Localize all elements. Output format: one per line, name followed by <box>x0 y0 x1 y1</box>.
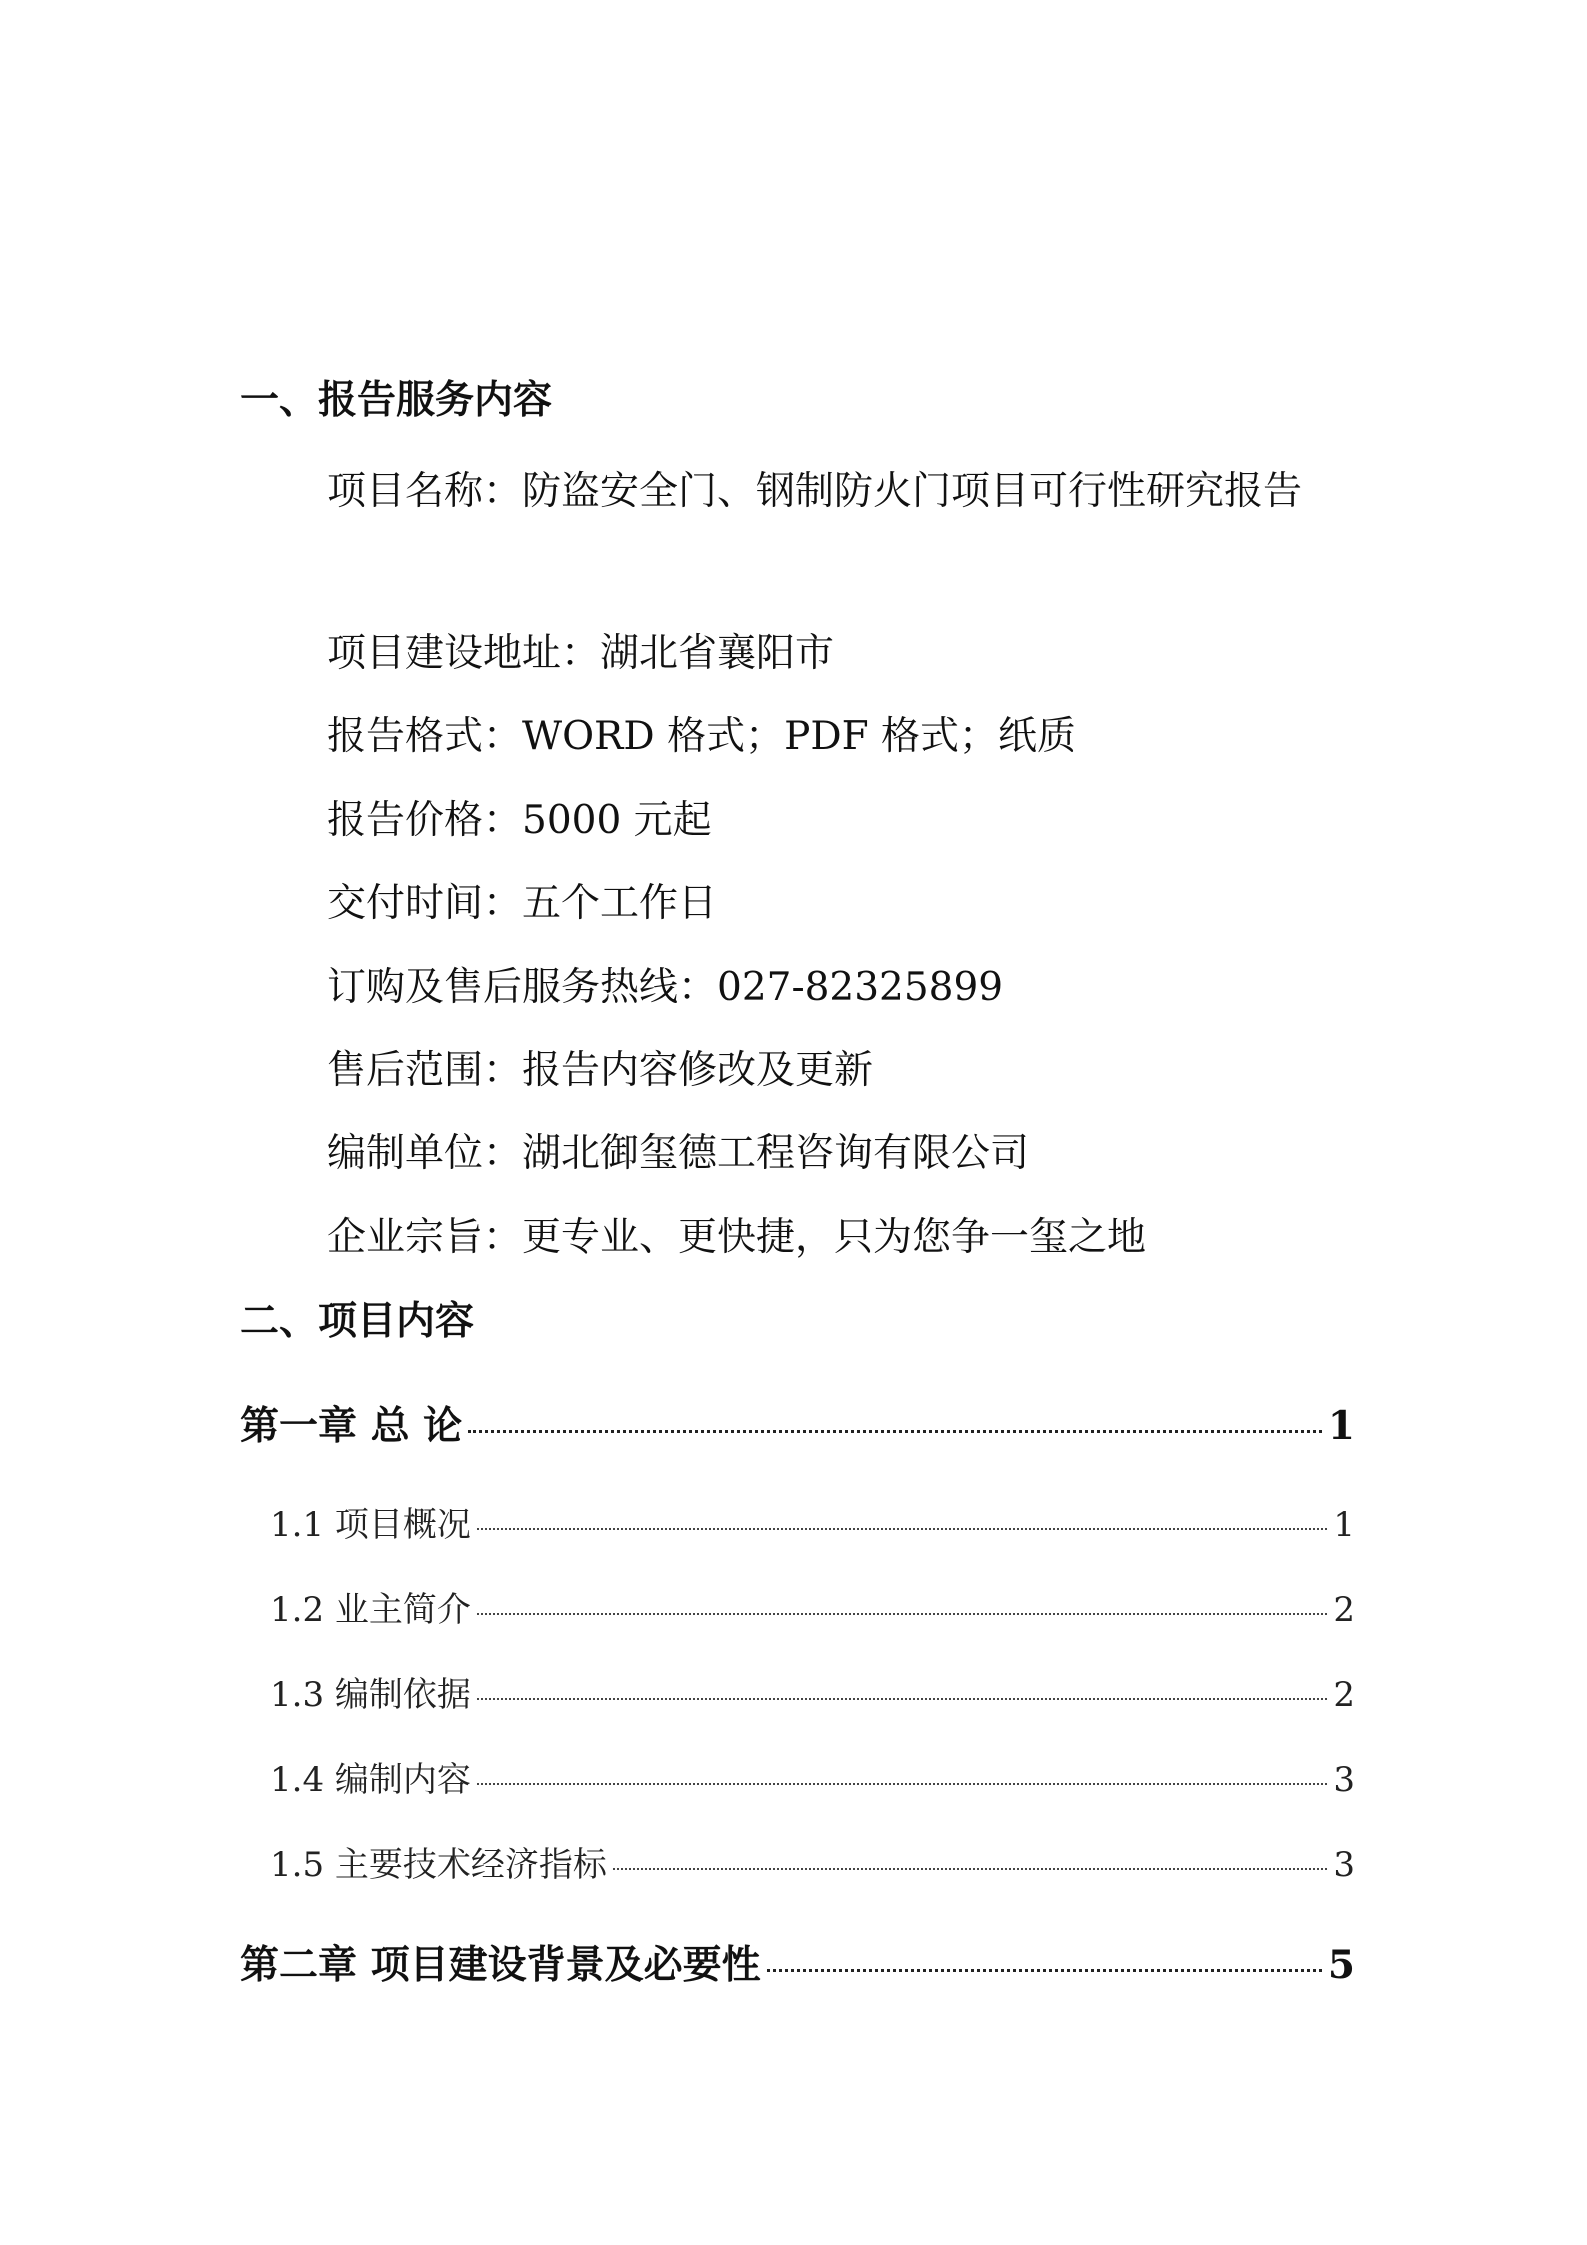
compiler-line: 编制单位：湖北御玺德工程咨询有限公司 <box>327 1131 1030 1176</box>
toc-page-number: 1 <box>1333 1505 1355 1545</box>
toc-section-label: 1.4 编制内容 <box>270 1760 471 1800</box>
toc-page-number: 3 <box>1333 1845 1355 1885</box>
toc-chapter-1[interactable] <box>240 1395 1355 1451</box>
toc-section-row[interactable] <box>240 1497 1355 1546</box>
project-name-paragraph: 项目名称：防盗安全门、钢制防火门项目可行性研究报告 <box>327 469 1303 514</box>
toc-section-label: 1.3 编制依据 <box>270 1675 471 1715</box>
toc-section-label: 1.2 业主简介 <box>270 1590 471 1630</box>
delivery-time-line: 交付时间：五个工作日 <box>327 881 718 926</box>
toc-page-number: 2 <box>1333 1675 1355 1715</box>
toc-section-row[interactable] <box>240 1837 1355 1886</box>
toc-chapter-label: 第二章 项目建设背景及必要性 <box>240 1942 761 1988</box>
hotline-line: 订购及售后服务热线：027-82325899 <box>327 965 1004 1010</box>
toc-section-row[interactable] <box>240 1667 1355 1716</box>
toc-chapter-label: 第一章 总 论 <box>240 1403 463 1449</box>
report-format-line: 报告格式：WORD 格式；PDF 格式；纸质 <box>327 714 1077 759</box>
toc-dot-leader <box>477 1698 1327 1700</box>
report-price-line: 报告价格：5000 元起 <box>327 798 712 843</box>
project-site-line: 项目建设地址：湖北省襄阳市 <box>327 631 835 676</box>
toc-dot-leader <box>477 1528 1327 1530</box>
section-heading-report-service: 一、报告服务内容 <box>240 377 553 423</box>
tenet-line: 企业宗旨：更专业、更快捷，只为您争一玺之地 <box>327 1215 1147 1260</box>
section-heading-project-content: 二、项目内容 <box>240 1298 475 1344</box>
toc-section-row[interactable] <box>240 1752 1355 1801</box>
toc-section-label: 1.1 项目概况 <box>270 1505 471 1545</box>
toc-page-number: 2 <box>1333 1590 1355 1630</box>
toc-section-row[interactable] <box>240 1582 1355 1631</box>
toc-section-label: 1.5 主要技术经济指标 <box>270 1845 607 1885</box>
toc-dot-leader <box>477 1783 1327 1785</box>
toc-dot-leader <box>477 1613 1327 1615</box>
toc-dot-leader <box>767 1969 1322 1972</box>
toc-dot-leader <box>468 1430 1322 1433</box>
toc-page-number: 1 <box>1327 1403 1355 1449</box>
toc-page-number: 3 <box>1333 1760 1355 1800</box>
toc-chapter-2[interactable] <box>240 1934 1355 1990</box>
toc-dot-leader <box>613 1868 1327 1870</box>
toc-page-number: 5 <box>1327 1942 1355 1988</box>
after-sales-line: 售后范围：报告内容修改及更新 <box>327 1048 874 1093</box>
